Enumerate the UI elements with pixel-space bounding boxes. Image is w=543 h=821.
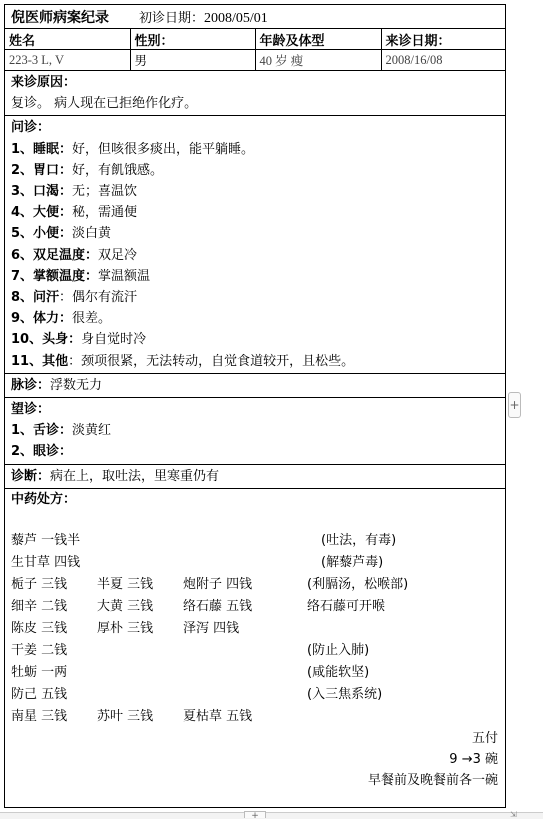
herb-entry: 南星 三钱 bbox=[11, 708, 68, 724]
herb-entry: 细辛 二钱 bbox=[11, 598, 68, 614]
herb-entry: 厚朴 三钱 bbox=[97, 620, 154, 636]
herb-entry: 络石藤 五钱 bbox=[183, 598, 253, 614]
herb-entry: 栀子 三钱 bbox=[11, 576, 68, 592]
observation-item: 1、舌诊：淡黄红 bbox=[11, 423, 112, 439]
inquiry-label: 问诊： bbox=[11, 120, 51, 136]
record-header bbox=[5, 5, 505, 29]
visit-date-header: 来诊日期： bbox=[381, 29, 505, 50]
herb-entry: 陈皮 三钱 bbox=[11, 620, 68, 636]
inquiry-item: 10、头身：身自觉时冷 bbox=[11, 332, 147, 348]
herb-entry: 泽泻 四钱 bbox=[183, 620, 240, 636]
visit-date-value: 2008/16/08 bbox=[381, 50, 505, 71]
herb-note: (咸能软坚) bbox=[307, 664, 370, 680]
water-ratio: 9 →3 碗 bbox=[449, 751, 498, 767]
herb-entry: 大黄 三钱 bbox=[97, 598, 154, 614]
reason-label: 来诊原因： bbox=[11, 75, 77, 90]
herb-note: (解藜芦毒) bbox=[321, 554, 384, 570]
herb-entry: 牡蛎 一两 bbox=[11, 664, 68, 680]
pulse-text: 浮数无力 bbox=[50, 377, 103, 393]
prescription-label: 中药处方： bbox=[11, 491, 77, 507]
diagnosis-label: 诊断： bbox=[11, 468, 51, 484]
herb-entry: 藜芦 一钱半 bbox=[11, 532, 81, 548]
observation-label: 望诊： bbox=[11, 402, 51, 418]
inquiry-item: 9、体力：很差。 bbox=[11, 311, 112, 327]
herb-note: 络石藤可开喉 bbox=[307, 598, 386, 614]
inquiry-section bbox=[5, 116, 505, 373]
observation-section bbox=[5, 398, 505, 465]
intake-instructions: 早餐前及晚餐前各一碗 bbox=[367, 772, 498, 788]
herb-note: (吐法，有毒) bbox=[321, 532, 397, 548]
record-title: 倪医师病案纪录 bbox=[11, 9, 109, 26]
pulse-label: 脉诊： bbox=[11, 377, 51, 393]
reason-text: 复诊。 病人现在已拒绝作化疗。 bbox=[11, 96, 198, 112]
observation-item: 2、眼诊： bbox=[11, 444, 73, 460]
age-build-header: 年龄及体型 bbox=[255, 29, 381, 50]
inquiry-item: 8、问汗：偶尔有流汗 bbox=[11, 290, 138, 306]
first-visit-value: 2008/05/01 bbox=[204, 10, 268, 26]
herb-note: (入三焦系统) bbox=[307, 686, 383, 702]
info-header-row bbox=[5, 29, 505, 50]
diagnosis-section bbox=[5, 465, 505, 489]
medical-record-document bbox=[4, 4, 506, 808]
inquiry-item: 2、胃口：好，有飢饿感。 bbox=[11, 162, 164, 178]
prescription-section bbox=[5, 489, 505, 797]
age-build-value: 40 岁 瘦 bbox=[255, 50, 381, 71]
diagnosis-text: 病在上，取吐法，里寒重仍有 bbox=[50, 468, 220, 484]
gender-header: 性别： bbox=[130, 29, 255, 50]
reason-section bbox=[5, 71, 505, 116]
inquiry-item: 4、大便：秘，需通便 bbox=[11, 205, 138, 221]
info-value-row bbox=[5, 50, 505, 71]
inquiry-item: 3、口渴：无；喜温饮 bbox=[11, 184, 138, 200]
herb-entry: 干姜 二钱 bbox=[11, 642, 68, 658]
patient-info-table bbox=[5, 29, 505, 71]
herb-note: (防止入肺) bbox=[307, 642, 370, 658]
herb-entry: 苏叶 三钱 bbox=[97, 708, 154, 724]
name-value: 223-3 L, V bbox=[5, 50, 130, 71]
herb-entry: 炮附子 四钱 bbox=[183, 576, 253, 592]
resize-handle-icon[interactable]: ⇲ bbox=[510, 810, 517, 819]
herb-entry: 夏枯草 五钱 bbox=[183, 708, 253, 724]
herb-entry: 防己 五钱 bbox=[11, 686, 68, 702]
inquiry-item: 5、小便：淡白黄 bbox=[11, 226, 112, 242]
dose-count: 五付 bbox=[471, 730, 498, 746]
inquiry-item: 11、其他：颈项很紧，无法转动，自觉食道较开，且松些。 bbox=[11, 353, 355, 369]
first-visit-date bbox=[139, 7, 268, 27]
herb-entry: 生甘草 四钱 bbox=[11, 554, 81, 570]
add-row-button[interactable]: + bbox=[244, 811, 266, 818]
inquiry-item: 1、睡眠：好，但咳很多痰出，能平躺睡。 bbox=[11, 141, 255, 157]
name-header: 姓名 bbox=[5, 29, 130, 50]
add-column-button[interactable]: + bbox=[508, 392, 521, 418]
gender-value: 男 bbox=[130, 50, 255, 71]
pulse-section bbox=[5, 374, 505, 398]
first-visit-label: 初诊日期： bbox=[139, 10, 205, 26]
inquiry-item: 6、双足温度：双足冷 bbox=[11, 247, 138, 263]
inquiry-item: 7、掌额温度：掌温额温 bbox=[11, 268, 151, 284]
herb-note: (利膈汤，松喉部) bbox=[307, 576, 409, 592]
herb-entry: 半夏 三钱 bbox=[97, 576, 154, 592]
